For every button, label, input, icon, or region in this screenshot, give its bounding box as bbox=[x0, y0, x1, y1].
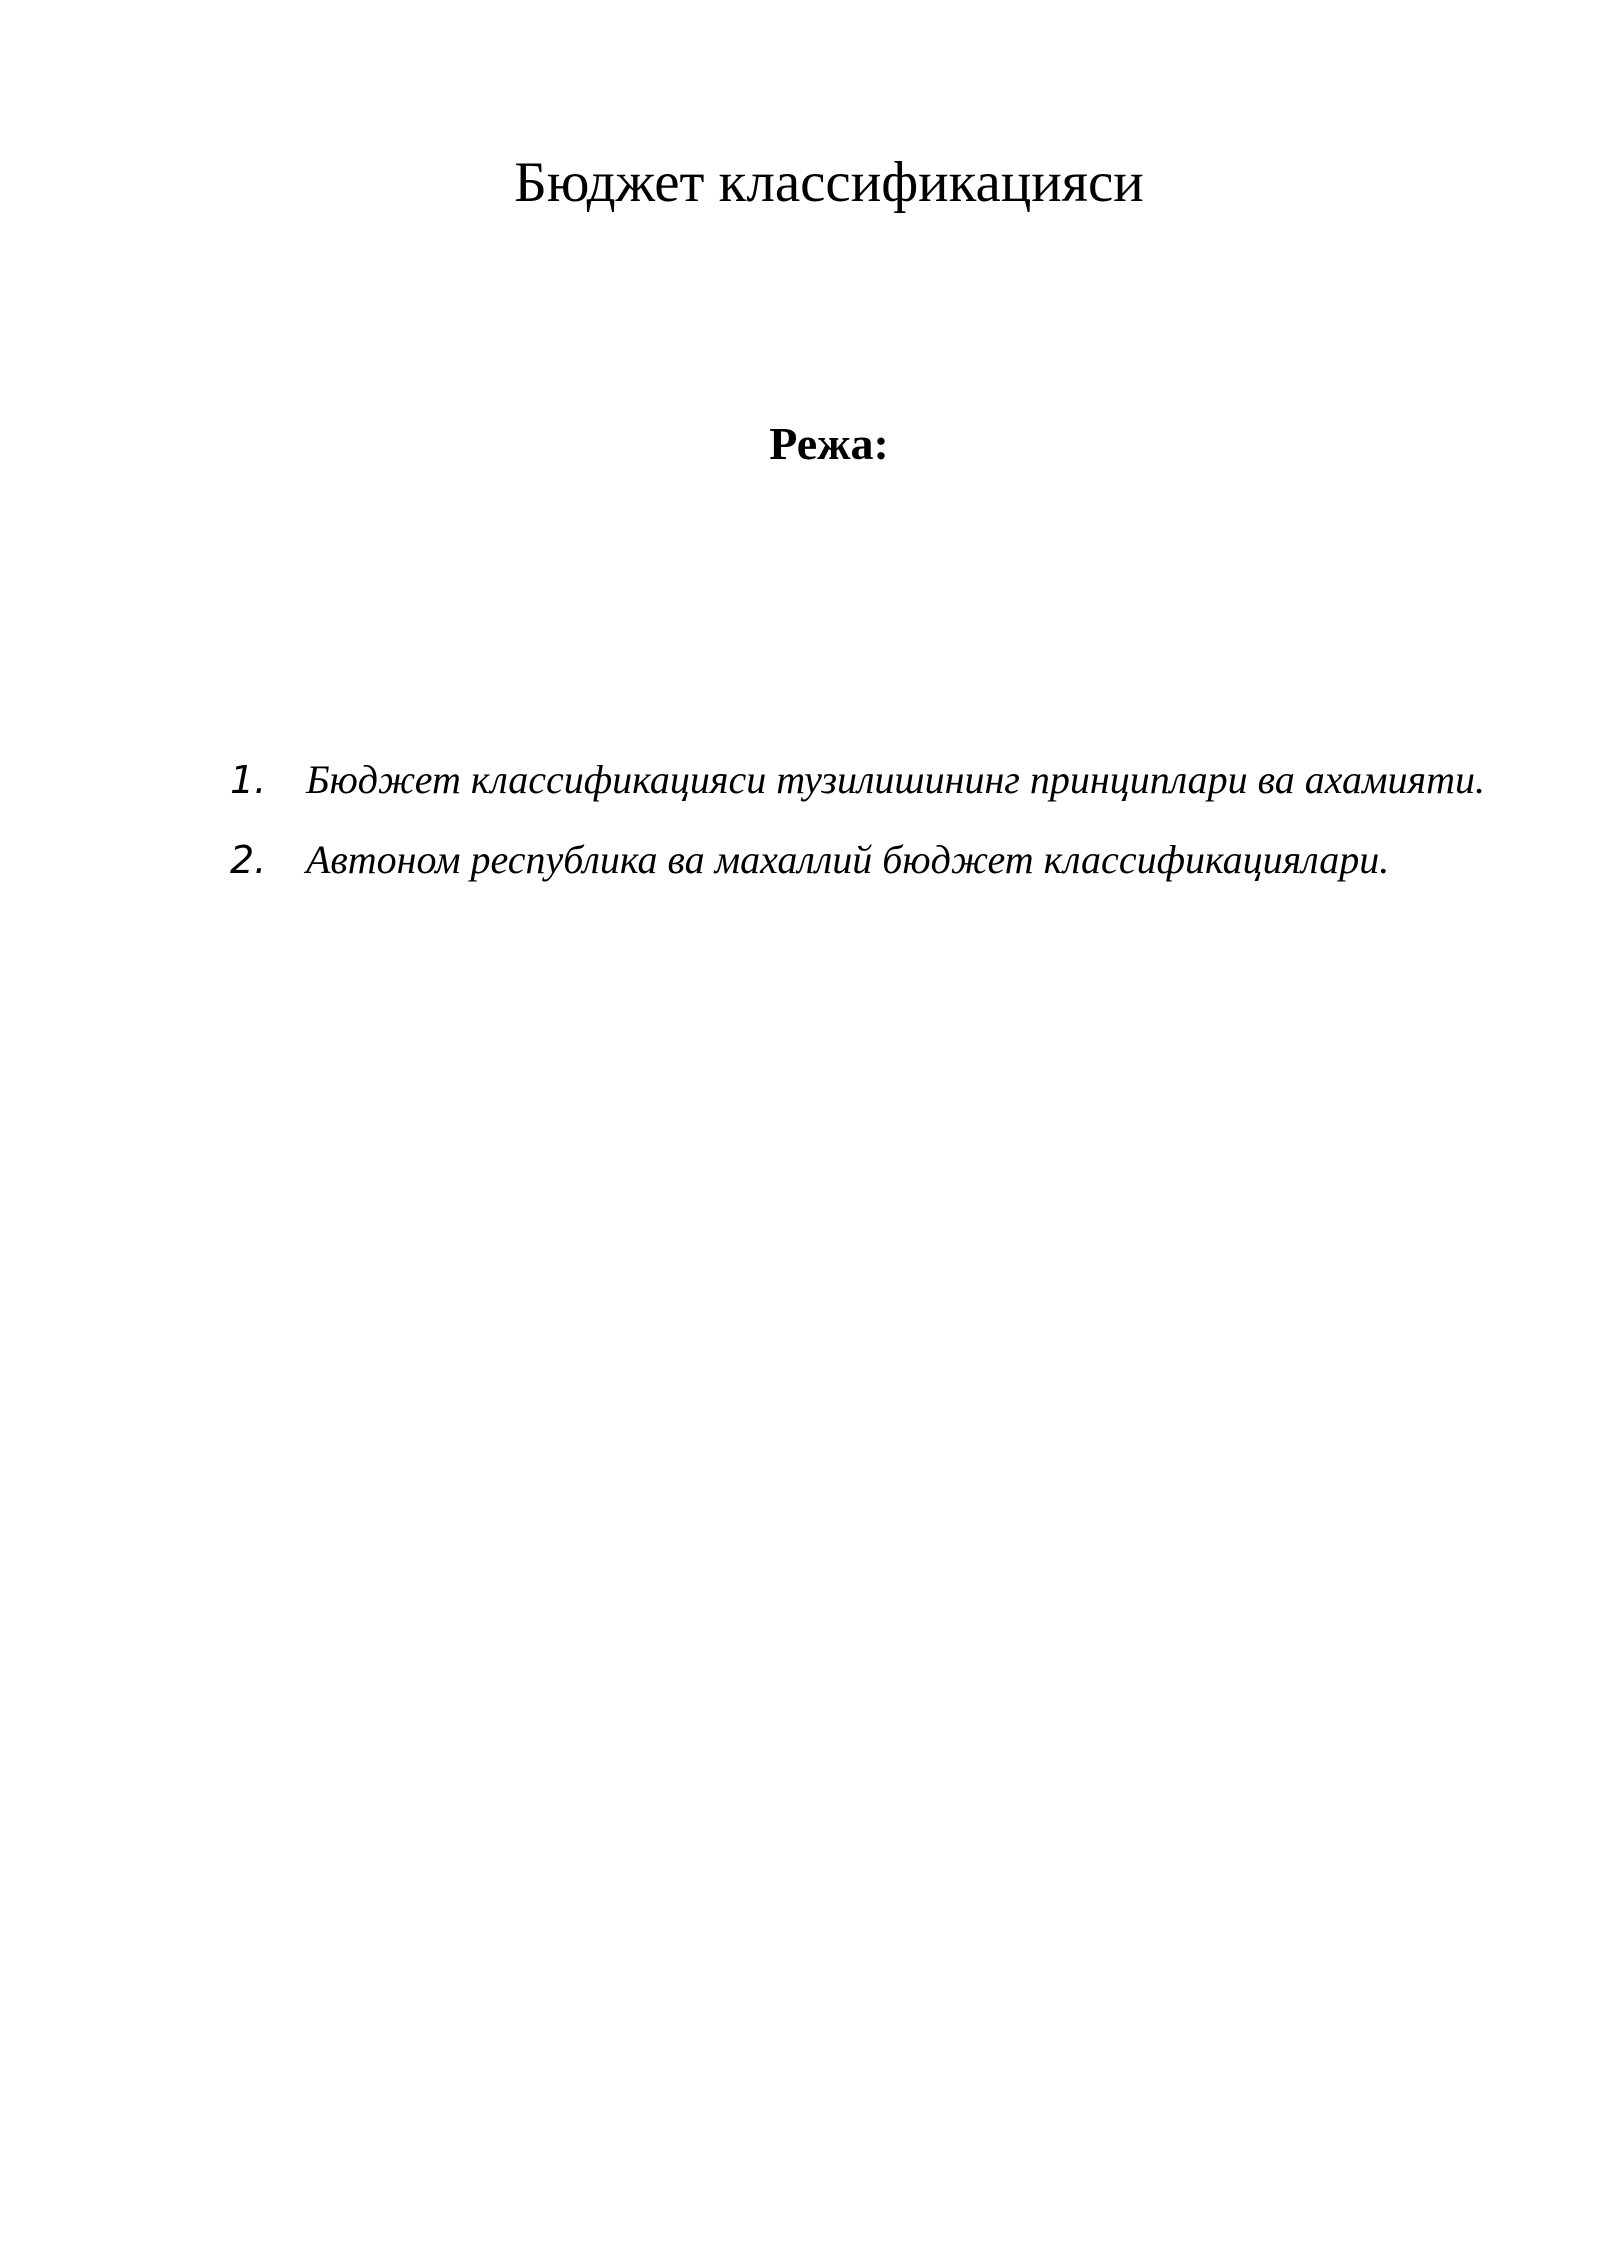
plan-list bbox=[230, 740, 1490, 900]
plan-item-1 bbox=[230, 740, 1490, 820]
document-title bbox=[0, 148, 1600, 218]
plan-item-number: 2. bbox=[230, 838, 267, 882]
document-title-text: Бюджет классификацияси bbox=[514, 151, 1144, 214]
plan-item-text: Бюджет классификацияси тузилишининг принциплари ва ахамияти. bbox=[306, 757, 1485, 802]
plan-heading-text: Режа: bbox=[769, 418, 889, 469]
plan-item-2 bbox=[230, 820, 1490, 900]
plan-heading bbox=[0, 414, 1600, 474]
plan-item-text: Автоном республика ва махаллий бюджет классификациялари. bbox=[306, 837, 1390, 882]
plan-item-number: 1. bbox=[230, 758, 267, 802]
